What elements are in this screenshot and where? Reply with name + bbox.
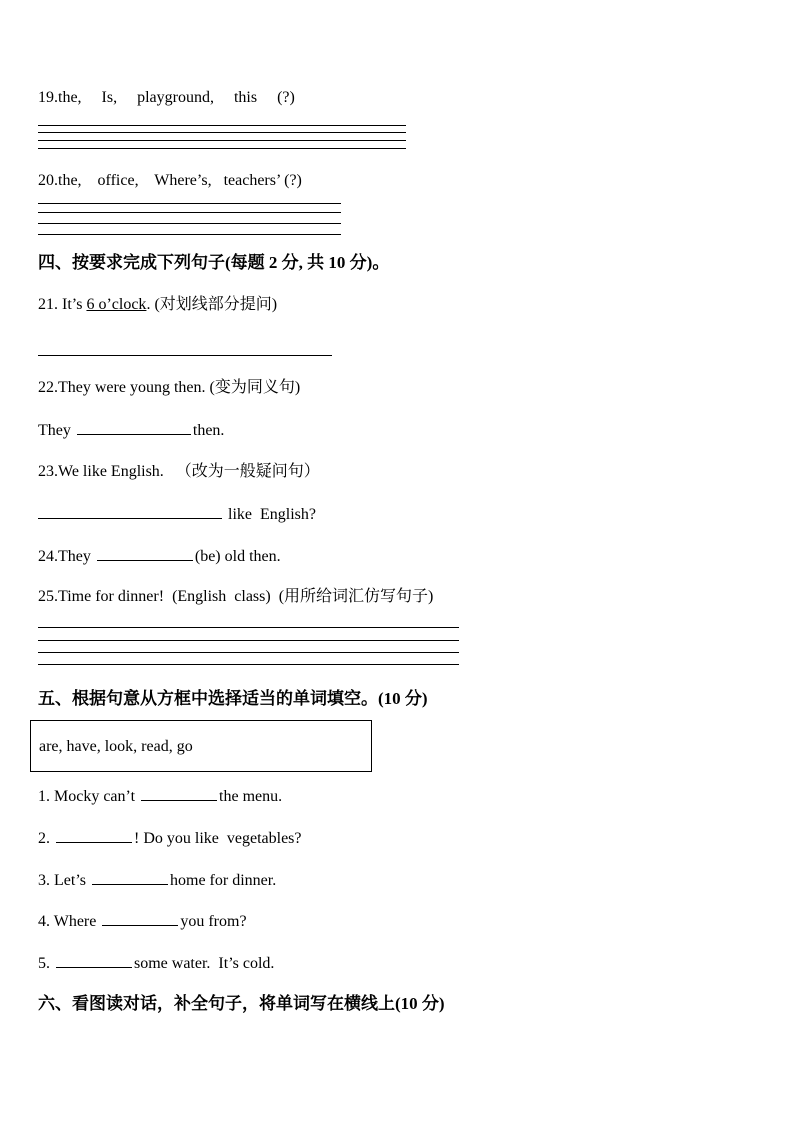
item-prefix: 3. Let’s bbox=[38, 872, 90, 889]
answer-blank[interactable] bbox=[38, 504, 222, 519]
question-21 bbox=[38, 295, 277, 315]
section-5-heading: 五、根据句意从方框中选择适当的单词填空。(10 分) bbox=[38, 689, 428, 708]
answer-line bbox=[38, 355, 332, 356]
question-23-answer bbox=[38, 504, 316, 525]
item-suffix: the menu. bbox=[219, 788, 283, 805]
answer-suffix: then. bbox=[192, 422, 225, 439]
answer-suffix: like English? bbox=[224, 506, 316, 523]
answer-line bbox=[38, 664, 459, 665]
answer-line bbox=[38, 203, 341, 204]
question-21-suffix: . (对划线部分提问) bbox=[146, 296, 278, 313]
section-4-heading: 四、按要求完成下列句子(每题 2 分, 共 10 分)。 bbox=[38, 253, 390, 272]
answer-line bbox=[38, 234, 341, 235]
item-suffix: you from? bbox=[180, 913, 247, 930]
question-24 bbox=[38, 546, 281, 567]
question-21-prefix: 21. It’s bbox=[38, 296, 87, 313]
answer-blank[interactable] bbox=[141, 786, 217, 801]
answer-line bbox=[38, 223, 341, 224]
answer-line bbox=[38, 627, 459, 628]
question-22-answer bbox=[38, 420, 224, 441]
item-suffix: some water. It’s cold. bbox=[134, 955, 275, 972]
item-suffix: ! Do you like vegetables? bbox=[134, 830, 302, 847]
answer-blank[interactable] bbox=[92, 870, 168, 885]
answer-line bbox=[38, 212, 341, 213]
question-25: 25.Time for dinner! (English class) (用所给词汇仿写句子) bbox=[38, 588, 434, 605]
fill-item-5 bbox=[38, 953, 274, 974]
item-prefix: 1. Mocky can’t bbox=[38, 788, 140, 805]
answer-prefix: They bbox=[38, 422, 75, 439]
question-24-suffix: (be) old then. bbox=[194, 548, 281, 565]
word-box-text: are, have, look, read, go bbox=[39, 738, 193, 755]
item-prefix: 5. bbox=[38, 955, 54, 972]
answer-line bbox=[38, 148, 406, 149]
item-suffix: home for dinner. bbox=[170, 872, 277, 889]
answer-blank[interactable] bbox=[56, 953, 132, 968]
question-21-underlined: 6 o’clock bbox=[86, 296, 147, 313]
section-6-heading: 六、看图读对话，补全句子，将单词写在横线上(10 分) bbox=[38, 994, 445, 1013]
fill-item-4 bbox=[38, 911, 247, 932]
answer-line bbox=[38, 640, 459, 641]
answer-line bbox=[38, 652, 459, 653]
question-20: 20.the, office, Where’s, teachers’ (?) bbox=[38, 172, 302, 189]
word-box bbox=[30, 720, 372, 772]
fill-item-2 bbox=[38, 828, 302, 849]
answer-line bbox=[38, 140, 406, 141]
answer-blank[interactable] bbox=[97, 546, 193, 561]
question-24-prefix: 24.They bbox=[38, 548, 95, 565]
answer-blank[interactable] bbox=[77, 420, 191, 435]
question-19: 19.the, Is, playground, this (?) bbox=[38, 89, 295, 106]
item-prefix: 4. Where bbox=[38, 913, 101, 930]
answer-blank[interactable] bbox=[102, 911, 178, 926]
question-22: 22.They were young then. (变为同义句) bbox=[38, 379, 301, 396]
answer-line bbox=[38, 125, 406, 126]
answer-blank[interactable] bbox=[56, 828, 132, 843]
question-23: 23.We like English. （改为一般疑问句） bbox=[38, 463, 320, 480]
item-prefix: 2. bbox=[38, 830, 54, 847]
fill-item-1 bbox=[38, 786, 282, 807]
fill-item-3 bbox=[38, 870, 276, 891]
answer-line bbox=[38, 132, 406, 133]
